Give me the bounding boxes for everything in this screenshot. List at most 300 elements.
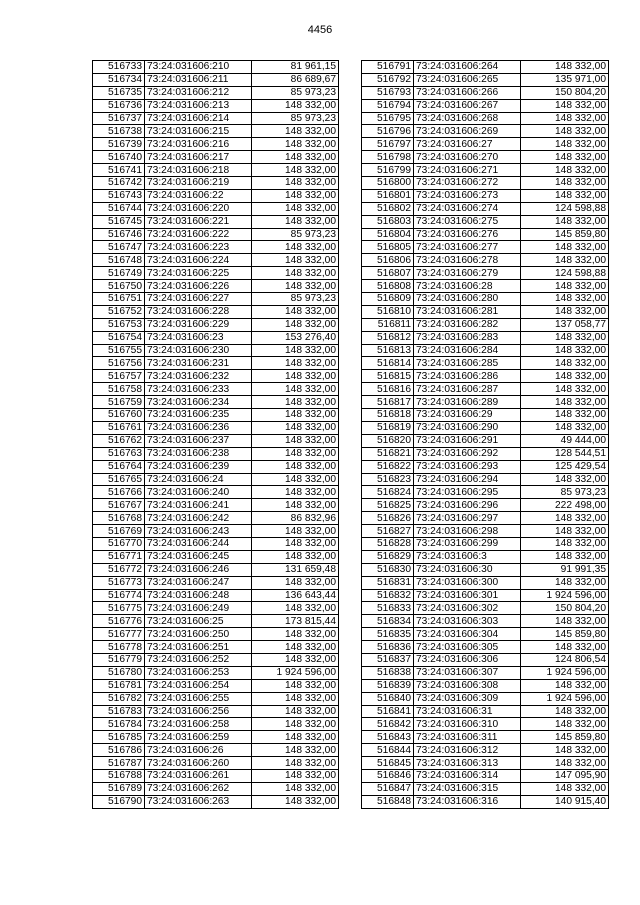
- record-number-cell: 516814: [362, 357, 414, 370]
- table-row: [362, 512, 609, 525]
- record-number-cell: 516760: [93, 409, 145, 422]
- table-row: [93, 421, 339, 434]
- value-cell: 145 859,80: [521, 228, 609, 241]
- value-cell: 148 332,00: [252, 447, 339, 460]
- record-number-cell: 516843: [362, 731, 414, 744]
- cadastral-number-cell: 73:24:031606:24: [145, 473, 252, 486]
- cadastral-number-cell: 73:24:031606:26: [145, 744, 252, 757]
- value-cell: 148 332,00: [252, 125, 339, 138]
- value-cell: 81 961,15: [252, 61, 339, 74]
- value-cell: 148 332,00: [252, 177, 339, 190]
- record-number-cell: 516735: [93, 86, 145, 99]
- record-number-cell: 516808: [362, 280, 414, 293]
- cadastral-number-cell: 73:24:031606:213: [145, 99, 252, 112]
- record-number-cell: 516784: [93, 718, 145, 731]
- value-cell: 148 332,00: [252, 164, 339, 177]
- value-cell: 148 332,00: [252, 267, 339, 280]
- registry-table-left: [92, 60, 339, 809]
- record-number-cell: 516846: [362, 769, 414, 782]
- table-row: [93, 731, 339, 744]
- table-row: [93, 202, 339, 215]
- record-number-cell: 516819: [362, 421, 414, 434]
- cadastral-number-cell: 73:24:031606:306: [414, 653, 521, 666]
- table-row: [362, 499, 609, 512]
- value-cell: 148 332,00: [252, 473, 339, 486]
- record-number-cell: 516746: [93, 228, 145, 241]
- table-row: [93, 280, 339, 293]
- table-row: [93, 189, 339, 202]
- record-number-cell: 516848: [362, 795, 414, 808]
- table-row: [93, 409, 339, 422]
- value-cell: 148 332,00: [252, 602, 339, 615]
- record-number-cell: 516797: [362, 138, 414, 151]
- record-number-cell: 516743: [93, 189, 145, 202]
- cadastral-number-cell: 73:24:031606:216: [145, 138, 252, 151]
- cadastral-number-cell: 73:24:031606:241: [145, 499, 252, 512]
- cadastral-number-cell: 73:24:031606:304: [414, 628, 521, 641]
- value-cell: 148 332,00: [252, 718, 339, 731]
- value-cell: 148 332,00: [252, 486, 339, 499]
- record-number-cell: 516795: [362, 112, 414, 125]
- record-number-cell: 516775: [93, 602, 145, 615]
- value-cell: 148 332,00: [252, 525, 339, 538]
- cadastral-number-cell: 73:24:031606:279: [414, 267, 521, 280]
- value-cell: 148 332,00: [521, 99, 609, 112]
- table-row: [93, 112, 339, 125]
- value-cell: 49 444,00: [521, 434, 609, 447]
- record-number-cell: 516767: [93, 499, 145, 512]
- table-row: [362, 447, 609, 460]
- value-cell: 148 332,00: [252, 409, 339, 422]
- record-number-cell: 516757: [93, 370, 145, 383]
- value-cell: 148 332,00: [521, 641, 609, 654]
- value-cell: 148 332,00: [521, 370, 609, 383]
- record-number-cell: 516793: [362, 86, 414, 99]
- table-row: [362, 383, 609, 396]
- record-number-cell: 516781: [93, 679, 145, 692]
- record-number-cell: 516834: [362, 615, 414, 628]
- value-cell: 131 659,48: [252, 563, 339, 576]
- table-row: [93, 344, 339, 357]
- record-number-cell: 516786: [93, 744, 145, 757]
- cadastral-number-cell: 73:24:031606:273: [414, 189, 521, 202]
- table-row: [93, 61, 339, 74]
- table-row: [362, 370, 609, 383]
- value-cell: 85 973,23: [252, 112, 339, 125]
- cadastral-number-cell: 73:24:031606:274: [414, 202, 521, 215]
- value-cell: 148 332,00: [521, 241, 609, 254]
- cadastral-number-cell: 73:24:031606:235: [145, 409, 252, 422]
- table-row: [93, 769, 339, 782]
- value-cell: 128 544,51: [521, 447, 609, 460]
- cadastral-number-cell: 73:24:031606:300: [414, 576, 521, 589]
- table-row: [93, 331, 339, 344]
- record-number-cell: 516840: [362, 692, 414, 705]
- record-number-cell: 516778: [93, 641, 145, 654]
- record-number-cell: 516825: [362, 499, 414, 512]
- table-row: [93, 718, 339, 731]
- value-cell: 148 332,00: [252, 318, 339, 331]
- record-number-cell: 516827: [362, 525, 414, 538]
- table-row: [93, 318, 339, 331]
- table-row: [362, 409, 609, 422]
- table-row: [93, 370, 339, 383]
- record-number-cell: 516835: [362, 628, 414, 641]
- table-row: [362, 61, 609, 74]
- table-row: [362, 151, 609, 164]
- cadastral-number-cell: 73:24:031606:270: [414, 151, 521, 164]
- record-number-cell: 516845: [362, 757, 414, 770]
- table-row: [362, 138, 609, 151]
- cadastral-number-cell: 73:24:031606:243: [145, 525, 252, 538]
- value-cell: 148 332,00: [252, 769, 339, 782]
- record-number-cell: 516749: [93, 267, 145, 280]
- cadastral-number-cell: 73:24:031606:261: [145, 769, 252, 782]
- value-cell: 222 498,00: [521, 499, 609, 512]
- cadastral-number-cell: 73:24:031606:231: [145, 357, 252, 370]
- table-row: [93, 795, 339, 808]
- table-row: [362, 318, 609, 331]
- table-row: [362, 537, 609, 550]
- value-cell: 173 815,44: [252, 615, 339, 628]
- table-row: [362, 769, 609, 782]
- table-row: [362, 473, 609, 486]
- record-number-cell: 516810: [362, 305, 414, 318]
- table-row: [93, 653, 339, 666]
- value-cell: 148 332,00: [521, 293, 609, 306]
- cadastral-number-cell: 73:24:031606:214: [145, 112, 252, 125]
- value-cell: 148 332,00: [252, 396, 339, 409]
- record-number-cell: 516756: [93, 357, 145, 370]
- value-cell: 1 924 596,00: [521, 666, 609, 679]
- value-cell: 148 332,00: [252, 692, 339, 705]
- cadastral-number-cell: 73:24:031606:280: [414, 293, 521, 306]
- cadastral-number-cell: 73:24:031606:276: [414, 228, 521, 241]
- value-cell: 148 332,00: [521, 782, 609, 795]
- record-number-cell: 516817: [362, 396, 414, 409]
- value-cell: 148 332,00: [521, 112, 609, 125]
- value-cell: 148 332,00: [252, 499, 339, 512]
- cadastral-number-cell: 73:24:031606:284: [414, 344, 521, 357]
- table-row: [362, 125, 609, 138]
- value-cell: 148 332,00: [252, 383, 339, 396]
- value-cell: 148 332,00: [521, 164, 609, 177]
- table-row: [362, 705, 609, 718]
- table-row: [93, 434, 339, 447]
- cadastral-number-cell: 73:24:031606:23: [145, 331, 252, 344]
- table-row: [362, 241, 609, 254]
- cadastral-number-cell: 73:24:031606:314: [414, 769, 521, 782]
- table-row: [93, 305, 339, 318]
- value-cell: 148 332,00: [521, 125, 609, 138]
- record-number-cell: 516742: [93, 177, 145, 190]
- record-number-cell: 516831: [362, 576, 414, 589]
- record-number-cell: 516789: [93, 782, 145, 795]
- value-cell: 148 332,00: [252, 370, 339, 383]
- value-cell: 150 804,20: [521, 86, 609, 99]
- value-cell: 148 332,00: [252, 254, 339, 267]
- table-row: [93, 228, 339, 241]
- value-cell: 147 095,90: [521, 769, 609, 782]
- table-row: [362, 679, 609, 692]
- record-number-cell: 516812: [362, 331, 414, 344]
- value-cell: 150 804,20: [521, 602, 609, 615]
- table-row: [93, 641, 339, 654]
- record-number-cell: 516803: [362, 215, 414, 228]
- cadastral-number-cell: 73:24:031606:250: [145, 628, 252, 641]
- record-number-cell: 516820: [362, 434, 414, 447]
- table-row: [362, 602, 609, 615]
- record-number-cell: 516737: [93, 112, 145, 125]
- cadastral-number-cell: 73:24:031606:293: [414, 460, 521, 473]
- cadastral-number-cell: 73:24:031606:252: [145, 653, 252, 666]
- table-row: [93, 357, 339, 370]
- cadastral-number-cell: 73:24:031606:219: [145, 177, 252, 190]
- cadastral-number-cell: 73:24:031606:246: [145, 563, 252, 576]
- value-cell: 136 643,44: [252, 589, 339, 602]
- cadastral-number-cell: 73:24:031606:254: [145, 679, 252, 692]
- table-row: [362, 73, 609, 86]
- cadastral-number-cell: 73:24:031606:29: [414, 409, 521, 422]
- record-number-cell: 516800: [362, 177, 414, 190]
- value-cell: 148 332,00: [521, 757, 609, 770]
- record-number-cell: 516805: [362, 241, 414, 254]
- value-cell: 148 332,00: [252, 215, 339, 228]
- value-cell: 124 806,54: [521, 653, 609, 666]
- record-number-cell: 516792: [362, 73, 414, 86]
- cadastral-number-cell: 73:24:031606:283: [414, 331, 521, 344]
- value-cell: 148 332,00: [521, 344, 609, 357]
- cadastral-number-cell: 73:24:031606:30: [414, 563, 521, 576]
- record-number-cell: 516802: [362, 202, 414, 215]
- value-cell: 148 332,00: [252, 280, 339, 293]
- value-cell: 148 332,00: [521, 331, 609, 344]
- cadastral-number-cell: 73:24:031606:211: [145, 73, 252, 86]
- record-number-cell: 516773: [93, 576, 145, 589]
- table-row: [362, 550, 609, 563]
- value-cell: 148 332,00: [252, 151, 339, 164]
- record-number-cell: 516779: [93, 653, 145, 666]
- cadastral-number-cell: 73:24:031606:245: [145, 550, 252, 563]
- table-row: [93, 692, 339, 705]
- record-number-cell: 516755: [93, 344, 145, 357]
- table-row: [93, 705, 339, 718]
- table-row: [362, 112, 609, 125]
- table-row: [93, 602, 339, 615]
- cadastral-number-cell: 73:24:031606:301: [414, 589, 521, 602]
- value-cell: 148 332,00: [252, 434, 339, 447]
- cadastral-number-cell: 73:24:031606:290: [414, 421, 521, 434]
- table-row: [93, 615, 339, 628]
- table-row: [362, 576, 609, 589]
- value-cell: 145 859,80: [521, 628, 609, 641]
- value-cell: 148 332,00: [252, 138, 339, 151]
- record-number-cell: 516762: [93, 434, 145, 447]
- cadastral-number-cell: 73:24:031606:266: [414, 86, 521, 99]
- value-cell: 148 332,00: [521, 550, 609, 563]
- cadastral-number-cell: 73:24:031606:27: [414, 138, 521, 151]
- record-number-cell: 516787: [93, 757, 145, 770]
- table-row: [362, 280, 609, 293]
- record-number-cell: 516833: [362, 602, 414, 615]
- cadastral-number-cell: 73:24:031606:244: [145, 537, 252, 550]
- cadastral-number-cell: 73:24:031606:268: [414, 112, 521, 125]
- value-cell: 125 429,54: [521, 460, 609, 473]
- cadastral-number-cell: 73:24:031606:237: [145, 434, 252, 447]
- value-cell: 148 332,00: [252, 460, 339, 473]
- cadastral-number-cell: 73:24:031606:292: [414, 447, 521, 460]
- table-row: [93, 293, 339, 306]
- table-row: [93, 447, 339, 460]
- table-row: [362, 460, 609, 473]
- cadastral-number-cell: 73:24:031606:269: [414, 125, 521, 138]
- cadastral-number-cell: 73:24:031606:256: [145, 705, 252, 718]
- value-cell: 148 332,00: [252, 653, 339, 666]
- value-cell: 124 598,88: [521, 202, 609, 215]
- table-row: [93, 151, 339, 164]
- value-cell: 85 973,23: [252, 86, 339, 99]
- table-row: [362, 344, 609, 357]
- record-number-cell: 516798: [362, 151, 414, 164]
- table-row: [362, 215, 609, 228]
- value-cell: 148 332,00: [252, 305, 339, 318]
- value-cell: 148 332,00: [252, 99, 339, 112]
- value-cell: 148 332,00: [521, 744, 609, 757]
- table-row: [362, 396, 609, 409]
- table-row: [362, 434, 609, 447]
- table-row: [93, 267, 339, 280]
- record-number-cell: 516828: [362, 537, 414, 550]
- value-cell: 148 332,00: [521, 409, 609, 422]
- cadastral-number-cell: 73:24:031606:225: [145, 267, 252, 280]
- cadastral-number-cell: 73:24:031606:260: [145, 757, 252, 770]
- cadastral-number-cell: 73:24:031606:233: [145, 383, 252, 396]
- value-cell: 145 859,80: [521, 731, 609, 744]
- cadastral-number-cell: 73:24:031606:313: [414, 757, 521, 770]
- cadastral-number-cell: 73:24:031606:315: [414, 782, 521, 795]
- cadastral-number-cell: 73:24:031606:296: [414, 499, 521, 512]
- cadastral-number-cell: 73:24:031606:3: [414, 550, 521, 563]
- table-row: [362, 731, 609, 744]
- table-row: [93, 125, 339, 138]
- cadastral-number-cell: 73:24:031606:215: [145, 125, 252, 138]
- value-cell: 148 332,00: [521, 537, 609, 550]
- record-number-cell: 516764: [93, 460, 145, 473]
- cadastral-number-cell: 73:24:031606:297: [414, 512, 521, 525]
- value-cell: 148 332,00: [521, 189, 609, 202]
- cadastral-number-cell: 73:24:031606:239: [145, 460, 252, 473]
- record-number-cell: 516801: [362, 189, 414, 202]
- record-number-cell: 516824: [362, 486, 414, 499]
- table-row: [93, 177, 339, 190]
- record-number-cell: 516748: [93, 254, 145, 267]
- table-row: [93, 525, 339, 538]
- value-cell: 86 832,96: [252, 512, 339, 525]
- value-cell: 148 332,00: [252, 202, 339, 215]
- value-cell: 148 332,00: [521, 357, 609, 370]
- table-row: [362, 99, 609, 112]
- table-row: [93, 550, 339, 563]
- record-number-cell: 516838: [362, 666, 414, 679]
- table-row: [362, 254, 609, 267]
- cadastral-number-cell: 73:24:031606:272: [414, 177, 521, 190]
- record-number-cell: 516804: [362, 228, 414, 241]
- table-row: [93, 576, 339, 589]
- record-number-cell: 516841: [362, 705, 414, 718]
- cadastral-number-cell: 73:24:031606:218: [145, 164, 252, 177]
- cadastral-number-cell: 73:24:031606:291: [414, 434, 521, 447]
- cadastral-number-cell: 73:24:031606:299: [414, 537, 521, 550]
- table-row: [93, 473, 339, 486]
- table-row: [93, 460, 339, 473]
- table-row: [362, 615, 609, 628]
- table-row: [93, 589, 339, 602]
- cadastral-number-cell: 73:24:031606:267: [414, 99, 521, 112]
- record-number-cell: 516788: [93, 769, 145, 782]
- record-number-cell: 516733: [93, 61, 145, 74]
- cadastral-number-cell: 73:24:031606:303: [414, 615, 521, 628]
- table-row: [93, 486, 339, 499]
- cadastral-number-cell: 73:24:031606:287: [414, 383, 521, 396]
- table-row: [93, 757, 339, 770]
- record-number-cell: 516766: [93, 486, 145, 499]
- table-row: [93, 215, 339, 228]
- record-number-cell: 516813: [362, 344, 414, 357]
- cadastral-number-cell: 73:24:031606:223: [145, 241, 252, 254]
- cadastral-number-cell: 73:24:031606:229: [145, 318, 252, 331]
- value-cell: 148 332,00: [521, 151, 609, 164]
- value-cell: 148 332,00: [521, 576, 609, 589]
- record-number-cell: 516770: [93, 537, 145, 550]
- value-cell: 85 973,23: [521, 486, 609, 499]
- record-number-cell: 516761: [93, 421, 145, 434]
- cadastral-number-cell: 73:24:031606:247: [145, 576, 252, 589]
- table-row: [362, 177, 609, 190]
- value-cell: 1 924 596,00: [521, 692, 609, 705]
- record-number-cell: 516816: [362, 383, 414, 396]
- table-row: [93, 396, 339, 409]
- table-row: [362, 189, 609, 202]
- record-number-cell: 516830: [362, 563, 414, 576]
- table-row: [93, 563, 339, 576]
- record-number-cell: 516809: [362, 293, 414, 306]
- cadastral-number-cell: 73:24:031606:286: [414, 370, 521, 383]
- value-cell: 135 971,00: [521, 73, 609, 86]
- record-number-cell: 516759: [93, 396, 145, 409]
- table-row: [362, 202, 609, 215]
- cadastral-number-cell: 73:24:031606:262: [145, 782, 252, 795]
- cadastral-number-cell: 73:24:031606:307: [414, 666, 521, 679]
- record-number-cell: 516736: [93, 99, 145, 112]
- registry-table-right: [361, 60, 609, 809]
- value-cell: 148 332,00: [521, 525, 609, 538]
- record-number-cell: 516741: [93, 164, 145, 177]
- table-row: [362, 718, 609, 731]
- value-cell: 148 332,00: [521, 383, 609, 396]
- table-row: [93, 512, 339, 525]
- cadastral-number-cell: 73:24:031606:253: [145, 666, 252, 679]
- value-cell: 148 332,00: [521, 215, 609, 228]
- value-cell: 148 332,00: [252, 679, 339, 692]
- record-number-cell: 516776: [93, 615, 145, 628]
- cadastral-number-cell: 73:24:031606:294: [414, 473, 521, 486]
- value-cell: 148 332,00: [521, 280, 609, 293]
- cadastral-number-cell: 73:24:031606:264: [414, 61, 521, 74]
- value-cell: 148 332,00: [252, 576, 339, 589]
- record-number-cell: 516772: [93, 563, 145, 576]
- cadastral-number-cell: 73:24:031606:242: [145, 512, 252, 525]
- table-row: [362, 563, 609, 576]
